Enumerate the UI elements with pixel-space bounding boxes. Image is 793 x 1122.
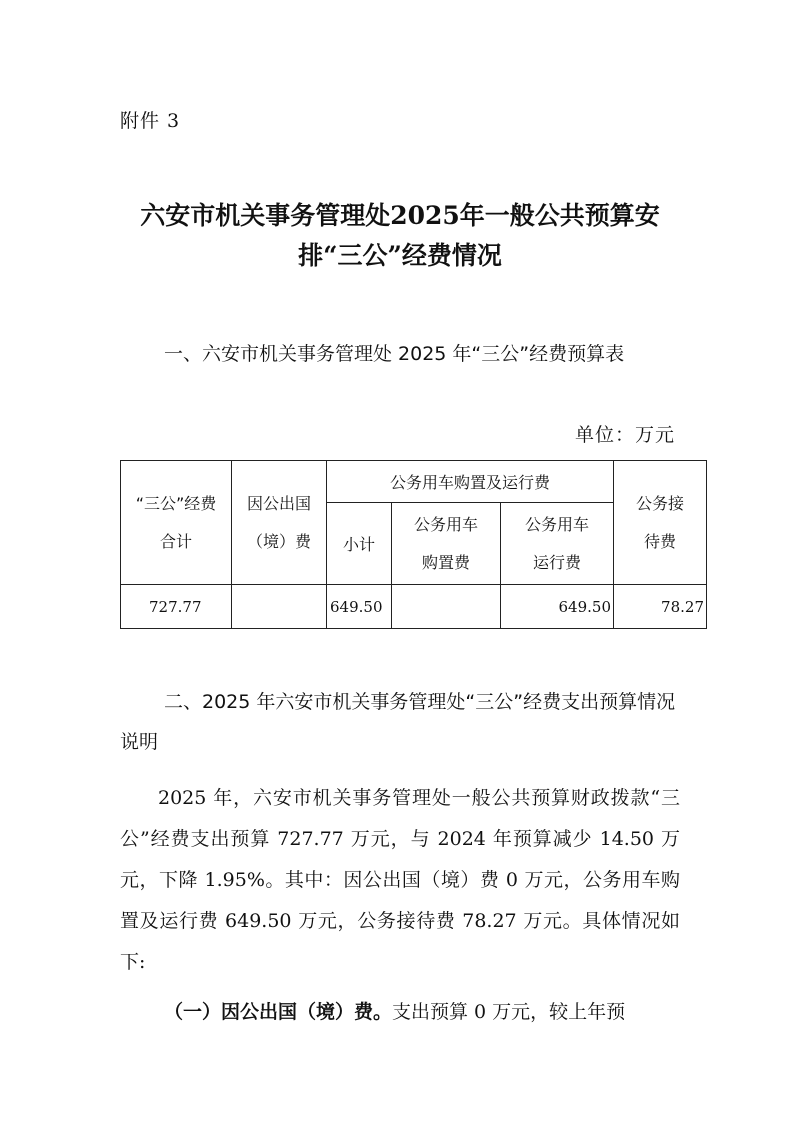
paragraph-abroad-text: 支出预算 0 万元，较上年预 [392, 1001, 626, 1023]
cell-vehicle-purchase [392, 585, 501, 629]
header-reception: 公务接待费 [614, 461, 707, 585]
cell-reception: 78.27 [614, 585, 707, 629]
cell-vehicle-operation: 649.50 [501, 585, 614, 629]
header-vehicle-operation: 公务用车运行费 [501, 503, 614, 585]
attachment-label: 附件 3 [120, 110, 181, 132]
cell-total: 727.77 [121, 585, 232, 629]
paragraph-abroad-label: （一）因公出国（境）费。 [164, 1001, 393, 1023]
cell-abroad [232, 585, 327, 629]
paragraph-summary: 2025 年，六安市机关事务管理处一般公共预算财政拨款“三公”经费支出预算 727.77 万元，与 2024 年预算减少 14.50 万元，下降 1.95%。其中：因公出国（境）费 0 万元，公务用车购置及运行费 649.50 万元，公务接待费 78.27 万元。具体情况如下: [120, 787, 680, 973]
header-subtotal: 小计 [327, 503, 392, 585]
cell-subtotal: 649.50 [327, 585, 392, 629]
section-heading-2: 二、2025 年六安市机关事务管理处“三公”经费支出预算情况说明 [120, 691, 676, 753]
page-title: 六安市机关事务管理处2025年一般公共预算安排“三公”经费情况 [140, 201, 660, 270]
header-vehicle-purchase: 公务用车购置费 [392, 503, 501, 585]
header-vehicle-group: 公务用车购置及运行费 [327, 461, 614, 503]
header-total: “三公”经费合计 [121, 461, 232, 585]
header-abroad: 因公出国（境）费 [232, 461, 327, 585]
section-heading-1: 一、六安市机关事务管理处 2025 年“三公”经费预算表 [164, 343, 625, 365]
budget-table [120, 460, 707, 629]
paragraph-abroad [120, 992, 680, 1033]
unit-label: 单位：万元 [574, 424, 675, 446]
